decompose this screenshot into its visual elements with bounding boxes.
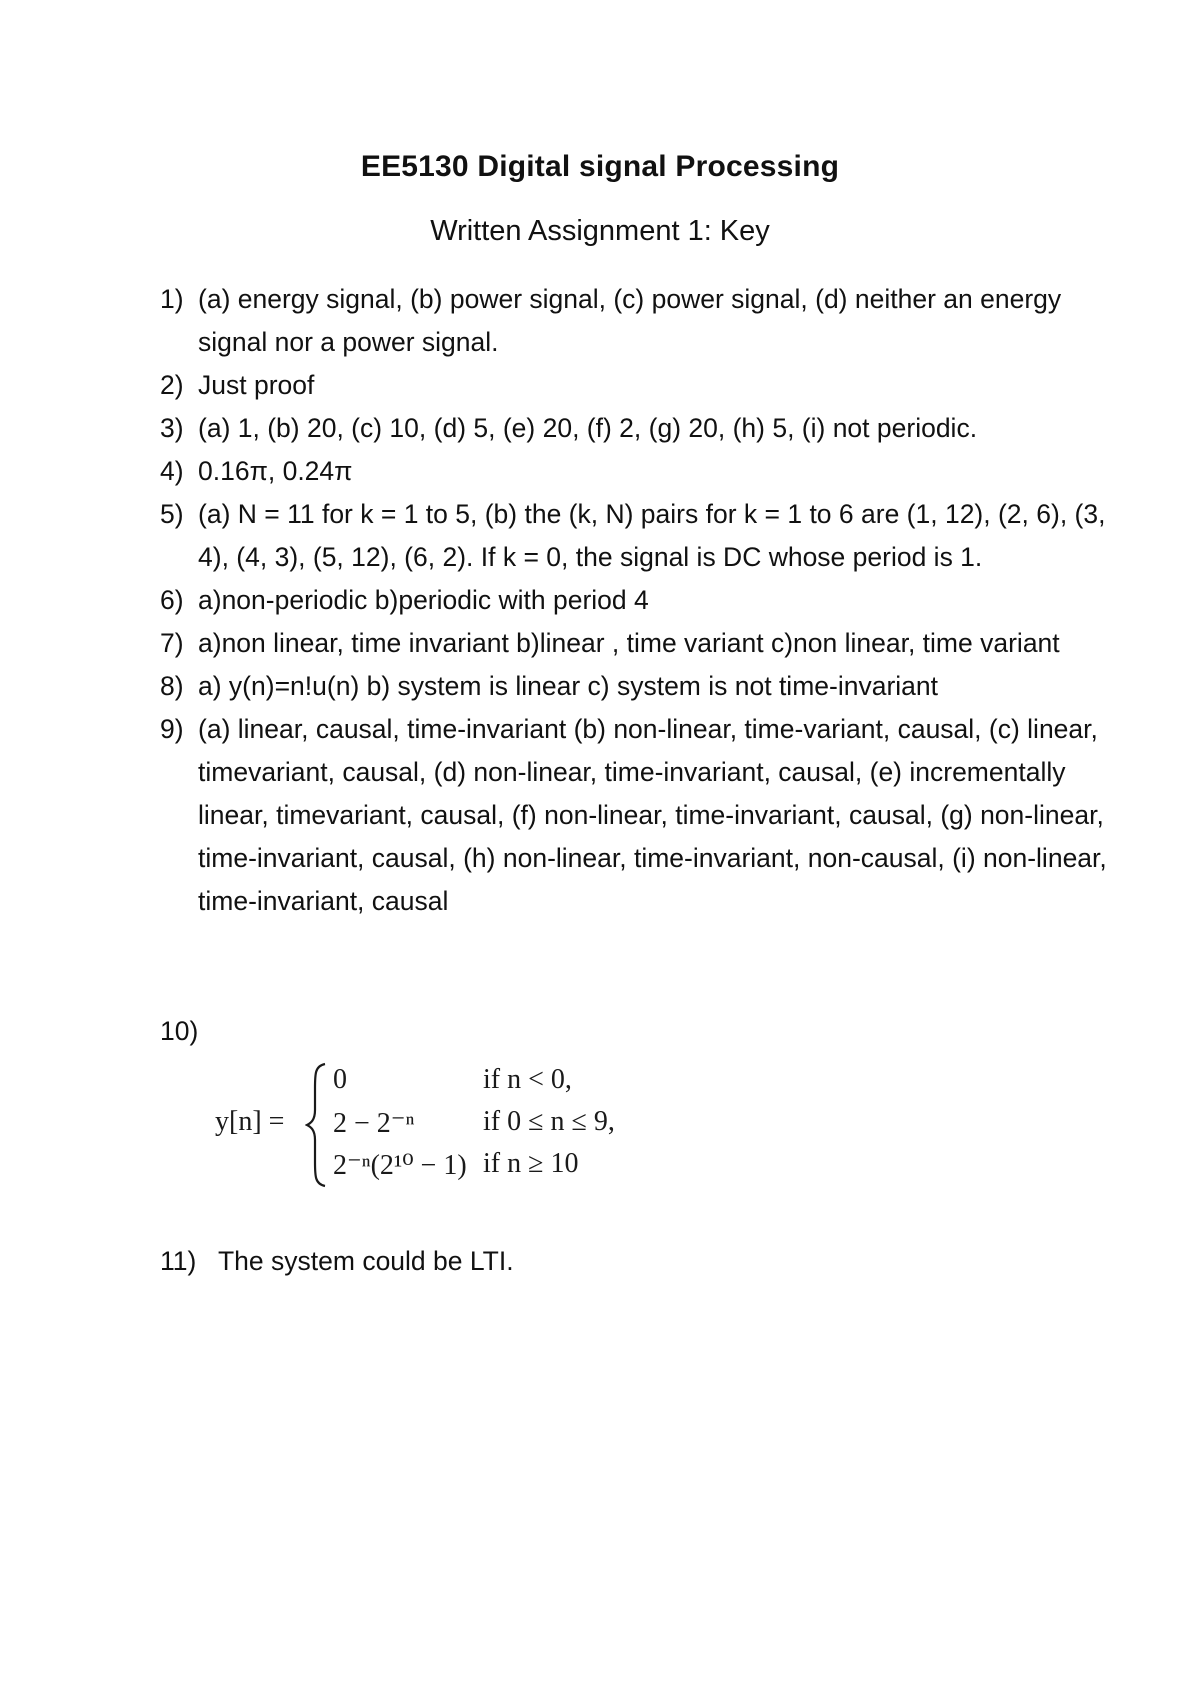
- answer-number: 3): [160, 413, 184, 443]
- answer-text: (a) linear, causal, time-invariant (b) non-linear, time-variant, causal, (c) linear, timevariant, causal, (d) non-linear, time-invariant, causal, (e) incrementally linear, timevariant, causal, (f) non-linear, time-invariant, causal, (g) non-linear, time-invariant, causal, (h) non-linear, time-invariant, non-causal, (i) non-linear, time-invariant, causal: [198, 714, 1107, 916]
- answer-list: [160, 278, 1120, 923]
- answer-text: Just proof: [198, 370, 315, 400]
- answer-text: (a) energy signal, (b) power signal, (c) power signal, (d) neither an energy signal nor a power signal.: [198, 284, 1062, 357]
- answer-text: (a) 1, (b) 20, (c) 10, (d) 5, (e) 20, (f) 2, (g) 20, (h) 5, (i) not periodic.: [198, 413, 978, 443]
- answer-number-10: 10): [160, 1016, 199, 1046]
- case-condition: if n ≥ 10: [483, 1148, 579, 1179]
- answer-item: [160, 407, 1120, 450]
- formula-lhs: y[n] =: [215, 1106, 285, 1137]
- case-condition: if n < 0,: [483, 1064, 572, 1095]
- answer-number: 4): [160, 456, 184, 486]
- answer-text: a)non linear, time invariant b)linear , time variant c)non linear, time variant: [198, 628, 1060, 658]
- answer-number: 2): [160, 370, 184, 400]
- answer-item: [160, 493, 1120, 579]
- document-title: EE5130 Digital signal Processing: [360, 150, 840, 183]
- case-condition: if 0 ≤ n ≤ 9,: [483, 1106, 615, 1137]
- answer-number: 11): [160, 1246, 197, 1276]
- answer-item: [160, 450, 1120, 493]
- answer-text: a) y(n)=n!u(n) b) system is linear c) system is not time-invariant: [198, 671, 938, 701]
- document-subtitle: Written Assignment 1: Key: [430, 215, 770, 247]
- left-brace-icon: [305, 1060, 329, 1190]
- answer-item: [160, 364, 1120, 407]
- answer-number: 6): [160, 585, 184, 615]
- answer-text: (a) N = 11 for k = 1 to 5, (b) the (k, N) pairs for k = 1 to 6 are (1, 12), (2, 6), (3, 4), (4, 3), (5, 12), (6, 2). If k = 0, the signal is DC whose period is 1.: [198, 499, 1106, 572]
- answer-number: 9): [160, 714, 184, 744]
- answer-number: 1): [160, 284, 184, 314]
- answer-number: 5): [160, 499, 184, 529]
- answer-text: 0.16π, 0.24π: [198, 456, 353, 486]
- answer-number: 8): [160, 671, 184, 701]
- answer-item: [160, 622, 1120, 665]
- case-expression: 2 − 2⁻ⁿ: [333, 1108, 415, 1139]
- answer-item: [160, 278, 1120, 364]
- answer-text: The system could be LTI.: [218, 1246, 514, 1276]
- answer-number: 7): [160, 628, 184, 658]
- case-expression: 0: [333, 1064, 347, 1095]
- answer-item: [160, 665, 1120, 708]
- answer-item: [160, 579, 1120, 622]
- case-expression: 2⁻ⁿ(2¹⁰ − 1): [333, 1150, 467, 1181]
- answer-text: a)non-periodic b)periodic with period 4: [198, 585, 649, 615]
- answer-item: [160, 708, 1120, 923]
- answer-item-11: [160, 1240, 514, 1283]
- piecewise-formula: [215, 1060, 655, 1200]
